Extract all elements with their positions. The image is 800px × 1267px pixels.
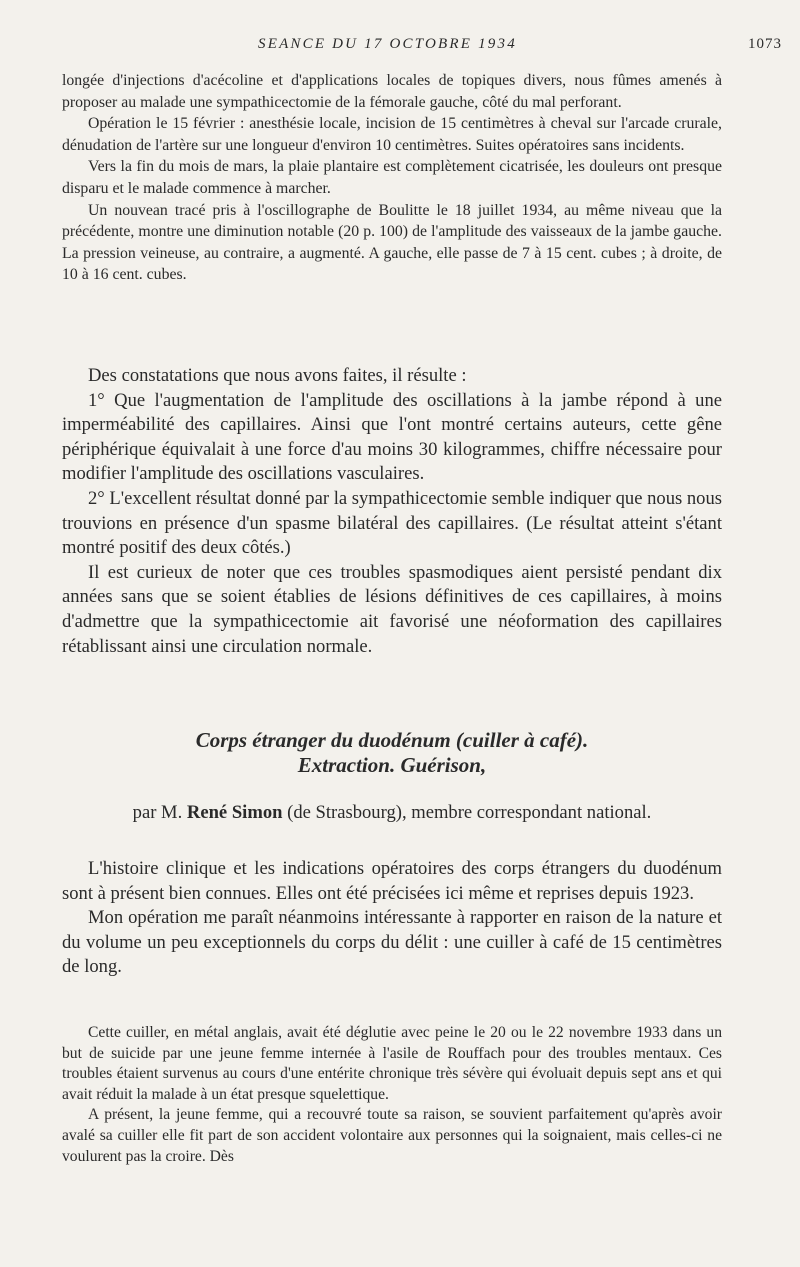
article-title-line: Extraction. Guérison, <box>297 753 487 777</box>
byline-prefix: par M. <box>132 802 183 823</box>
conclusions <box>62 364 722 659</box>
case-notes <box>62 1023 722 1167</box>
paragraph: Il est curieux de noter que ces troubles spasmodiques aient persisté pendant dix années sans que se soient établies de lésions définitives de ces capillaires, à moins d'admettre que la sympathicectomie ait favorisé une néoformation des capillaires rétablissant ainsi une circulation normale. <box>62 561 722 657</box>
article-title-line: Corps étranger du duodénum (cuiller à café). <box>195 728 589 752</box>
byline <box>62 802 722 824</box>
observation-continued <box>62 70 722 286</box>
paragraph: Mon opération me paraît néanmoins intéressante à rapporter en raison de la nature et du volume un peu exceptionnels du corps du délit : une cuiller à café de 15 centimètres de long. <box>62 907 722 978</box>
paragraph: Cette cuiller, en métal anglais, avait été déglutie avec peine le 20 ou le 22 novembre 1933 dans un but de suicide par une jeune femme internée à l'asile de Rouffach pour des troubles mentaux. Ces troubles étaient survenus au cours d'une entérite chronique très sévère qui évoluait depuis sept ans et qui avait réduit la malade à un état presque squelettique. <box>62 1024 722 1103</box>
running-header <box>0 36 800 56</box>
paragraph: A présent, la jeune femme, qui a recouvré toute sa raison, se souvient parfaitement qu'après avoir avalé sa cuiller elle fit part de son accident volontaire aux personnes qui la soignaient, mais celles-ci ne voulurent pas la croire. Dès <box>62 1106 722 1165</box>
paragraph: 2° L'excellent résultat donné par la sympathicectomie semble indiquer que nous nous trouvions en présence d'un spasme bilatéral des capillaires. (Le résultat atteint s'étant montré positif des deux côtés.) <box>62 487 723 559</box>
article-intro <box>62 857 722 980</box>
page-number: 1073 <box>748 36 782 52</box>
paragraph: longée d'injections d'acécoline et d'applications locales de topiques divers, nous fûmes amenés à proposer au malade une sympathicectomie de la fémorale gauche, côté du mal perforant. <box>62 72 722 111</box>
paragraph: Opération le 15 février : anesthésie locale, incision de 15 centimètres à cheval sur l'arcade crurale, dénudation de l'artère sur une longueur d'environ 10 centimètres. Suites opératoires sans incidents. <box>62 115 722 154</box>
paragraph: Vers la fin du mois de mars, la plaie plantaire est complètement cicatrisée, les douleurs ont presque disparu et le malade commence à marcher. <box>62 158 722 197</box>
byline-suffix: (de Strasbourg), membre correspondant national. <box>287 802 652 823</box>
running-title: SEANCE DU 17 OCTOBRE 1934 <box>258 36 517 52</box>
author-name: René Simon <box>186 802 283 823</box>
paragraph: 1° Que l'augmentation de l'amplitude des oscillations à la jambe répond à une imperméabilité des capillaires. Ainsi que l'ont montré certains auteurs, cette gêne périphérique équivalait à une force d'au moins 30 kilogrammes, chiffre nécessaire pour modifier l'amplitude des oscillations vasculaires. <box>62 389 722 485</box>
paragraph: L'histoire clinique et les indications opératoires des corps étrangers du duodénum sont à présent bien connues. Elles ont été précisées ici même et reprises depuis 1923. <box>62 858 722 904</box>
article-title <box>62 728 722 778</box>
paragraph: Des constatations que nous avons faites, il résulte : <box>88 365 467 386</box>
paragraph: Un nouvean tracé pris à l'oscillographe de Boulitte le 18 juillet 1934, au même niveau que la précédente, montre une diminution notable (20 p. 100) de l'amplitude des vaisseaux de la jambe gauche. La pression veineuse, au contraire, a augmenté. A gauche, elle passe de 7 à 15 cent. cubes ; à droite, de 10 à 16 cent. cubes. <box>62 201 722 284</box>
